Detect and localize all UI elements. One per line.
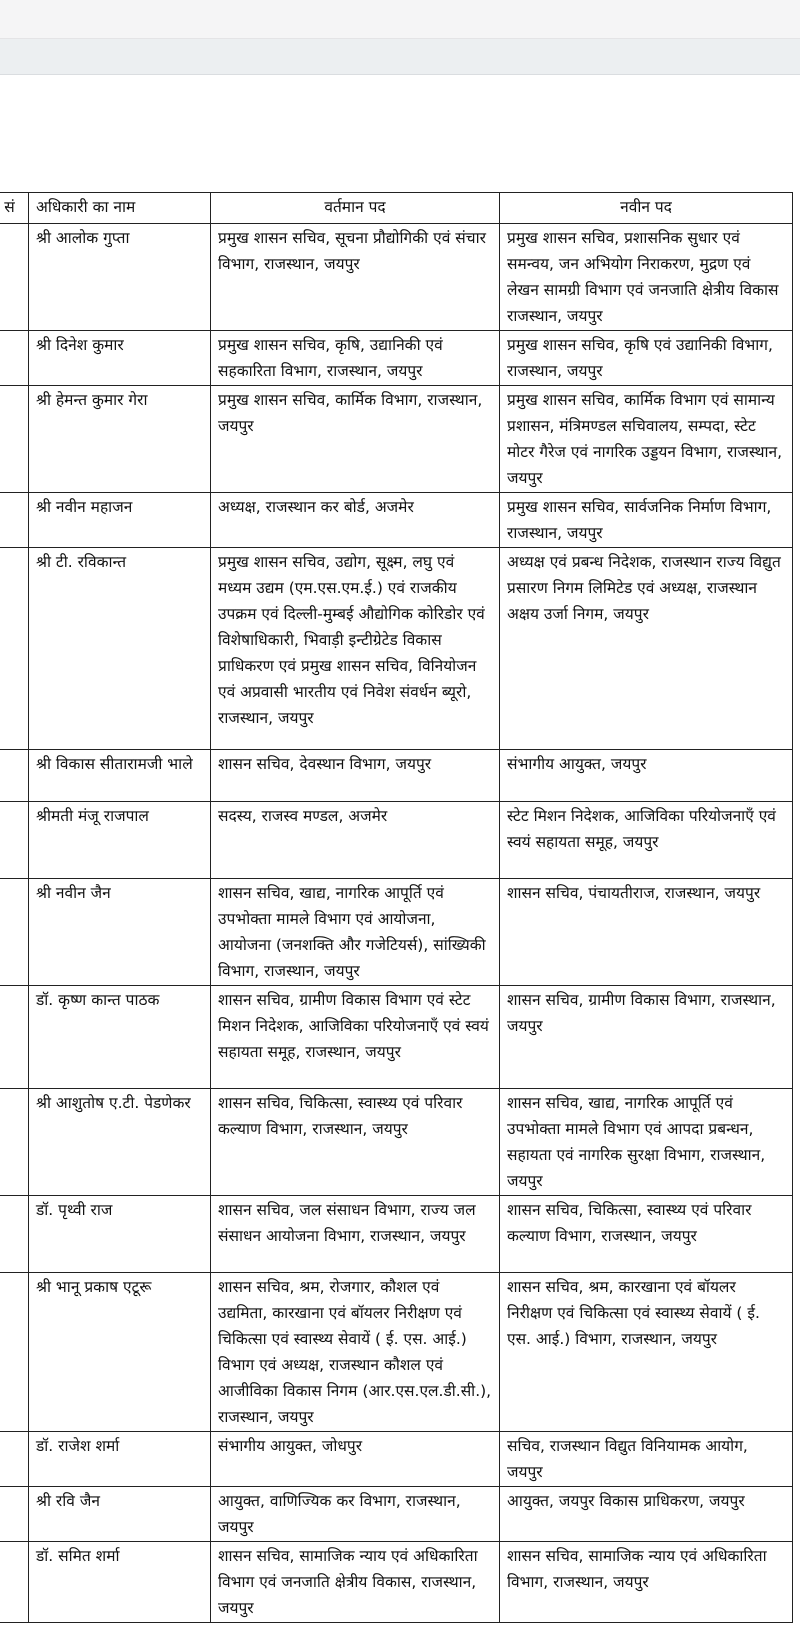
cell-serial-number bbox=[0, 879, 29, 986]
cell-serial-number bbox=[0, 386, 29, 493]
cell-new-post: संभागीय आयुक्त, जयपुर bbox=[500, 750, 793, 802]
cell-new-post: प्रमुख शासन सचिव, प्रशासनिक सुधार एवं समन्वय, जन अभियोग निराकरण, मुद्रण एवं लेखन सामग्री विभाग एवं जनजाति क्षेत्रीय विकास राजस्थान, जयपुर bbox=[500, 224, 793, 331]
header-officer-name: अधिकारी का नाम bbox=[29, 193, 211, 224]
header-serial-number: सं bbox=[0, 193, 29, 224]
table-row bbox=[0, 879, 793, 986]
cell-officer-name: श्रीमती मंजू राजपाल bbox=[29, 802, 211, 879]
cell-new-post: शासन सचिव, ग्रामीण विकास विभाग, राजस्थान, जयपुर bbox=[500, 986, 793, 1089]
cell-new-post: सचिव, राजस्थान विद्युत विनियामक आयोग, जयपुर bbox=[500, 1432, 793, 1487]
cell-officer-name: श्री रवि जैन bbox=[29, 1487, 211, 1542]
cell-current-post: आयुक्त, वाणिज्यिक कर विभाग, राजस्थान, जयपुर bbox=[211, 1487, 500, 1542]
cell-current-post: शासन सचिव, श्रम, रोजगार, कौशल एवं उद्यमिता, कारखाना एवं बॉयलर निरीक्षण एवं चिकित्सा एवं स्वास्थ्य सेवायें ( ई. एस. आई.) विभाग एवं अध्यक्ष, राजस्थान कौशल एवं आजीविका विकास निगम (आर.एस.एल.डी.सी.), राजस्थान, जयपुर bbox=[211, 1273, 500, 1432]
browser-address-bar[interactable] bbox=[0, 39, 800, 75]
cell-serial-number bbox=[0, 224, 29, 331]
cell-serial-number bbox=[0, 802, 29, 879]
header-new-post: नवीन पद bbox=[500, 193, 793, 224]
cell-officer-name: डॉ. पृथ्वी राज bbox=[29, 1196, 211, 1273]
cell-officer-name: श्री आलोक गुप्ता bbox=[29, 224, 211, 331]
cell-new-post: प्रमुख शासन सचिव, सार्वजनिक निर्माण विभाग, राजस्थान, जयपुर bbox=[500, 493, 793, 548]
cell-new-post: प्रमुख शासन सचिव, कृषि एवं उद्यानिकी विभाग, राजस्थान, जयपुर bbox=[500, 331, 793, 386]
cell-new-post: शासन सचिव, चिकित्सा, स्वास्थ्य एवं परिवार कल्याण विभाग, राजस्थान, जयपुर bbox=[500, 1196, 793, 1273]
cell-current-post: शासन सचिव, ग्रामीण विकास विभाग एवं स्टेट मिशन निदेशक, आजिविका परियोजनाएँ एवं स्वयं सहायता समूह, राजस्थान, जयपुर bbox=[211, 986, 500, 1089]
cell-officer-name: डॉ. कृष्ण कान्त पाठक bbox=[29, 986, 211, 1089]
transfer-order-table bbox=[0, 192, 793, 1623]
cell-new-post: शासन सचिव, खाद्य, नागरिक आपूर्ति एवं उपभोक्ता मामले विभाग एवं आपदा प्रबन्धन, सहायता एवं नागरिक सुरक्षा विभाग, राजस्थान, जयपुर bbox=[500, 1089, 793, 1196]
cell-current-post: शासन सचिव, जल संसाधन विभाग, राज्य जल संसाधन आयोजना विभाग, राजस्थान, जयपुर bbox=[211, 1196, 500, 1273]
cell-serial-number bbox=[0, 493, 29, 548]
table-row bbox=[0, 1542, 793, 1623]
table-row bbox=[0, 802, 793, 879]
cell-current-post: संभागीय आयुक्त, जोधपुर bbox=[211, 1432, 500, 1487]
cell-new-post: शासन सचिव, श्रम, कारखाना एवं बॉयलर निरीक्षण एवं चिकित्सा एवं स्वास्थ्य सेवायें ( ई. एस. आई.) विभाग, राजस्थान, जयपुर bbox=[500, 1273, 793, 1432]
browser-top-bar bbox=[0, 0, 800, 39]
cell-officer-name: डॉ. समित शर्मा bbox=[29, 1542, 211, 1623]
cell-officer-name: श्री आशुतोष ए.टी. पेडणेकर bbox=[29, 1089, 211, 1196]
cell-current-post: शासन सचिव, चिकित्सा, स्वास्थ्य एवं परिवार कल्याण विभाग, राजस्थान, जयपुर bbox=[211, 1089, 500, 1196]
cell-officer-name: श्री हेमन्त कुमार गेरा bbox=[29, 386, 211, 493]
table-row bbox=[0, 1196, 793, 1273]
table-header-row bbox=[0, 193, 793, 224]
cell-serial-number bbox=[0, 750, 29, 802]
cell-new-post: स्टेट मिशन निदेशक, आजिविका परियोजनाएँ एवं स्वयं सहायता समूह, जयपुर bbox=[500, 802, 793, 879]
cell-serial-number bbox=[0, 1089, 29, 1196]
cell-current-post: अध्यक्ष, राजस्थान कर बोर्ड, अजमेर bbox=[211, 493, 500, 548]
cell-current-post: शासन सचिव, खाद्य, नागरिक आपूर्ति एवं उपभोक्ता मामले विभाग एवं आयोजना, आयोजना (जनशक्ति और गजेटियर्स), सांख्यिकी विभाग, राजस्थान, जयपुर bbox=[211, 879, 500, 986]
cell-officer-name: श्री नवीन महाजन bbox=[29, 493, 211, 548]
cell-current-post: शासन सचिव, देवस्थान विभाग, जयपुर bbox=[211, 750, 500, 802]
cell-new-post: प्रमुख शासन सचिव, कार्मिक विभाग एवं सामान्य प्रशासन, मंत्रिमण्डल सचिवालय, सम्पदा, स्टेट मोटर गैरेज एवं नागरिक उड्डयन विभाग, राजस्थान, जयपुर bbox=[500, 386, 793, 493]
cell-serial-number bbox=[0, 548, 29, 750]
cell-current-post: शासन सचिव, सामाजिक न्याय एवं अधिकारिता विभाग एवं जनजाति क्षेत्रीय विकास, राजस्थान, जयपुर bbox=[211, 1542, 500, 1623]
table-row bbox=[0, 548, 793, 750]
cell-serial-number bbox=[0, 1542, 29, 1623]
cell-new-post: आयुक्त, जयपुर विकास प्राधिकरण, जयपुर bbox=[500, 1487, 793, 1542]
cell-serial-number bbox=[0, 1196, 29, 1273]
table-row bbox=[0, 1273, 793, 1432]
cell-new-post: शासन सचिव, पंचायतीराज, राजस्थान, जयपुर bbox=[500, 879, 793, 986]
header-current-post: वर्तमान पद bbox=[211, 193, 500, 224]
cell-officer-name: श्री विकास सीतारामजी भाले bbox=[29, 750, 211, 802]
cell-officer-name: श्री टी. रविकान्त bbox=[29, 548, 211, 750]
cell-serial-number bbox=[0, 986, 29, 1089]
table-row bbox=[0, 331, 793, 386]
table-row bbox=[0, 750, 793, 802]
cell-serial-number bbox=[0, 1487, 29, 1542]
table-row bbox=[0, 1432, 793, 1487]
table-row bbox=[0, 224, 793, 331]
table-row bbox=[0, 386, 793, 493]
cell-current-post: प्रमुख शासन सचिव, कृषि, उद्यानिकी एवं सहकारिता विभाग, राजस्थान, जयपुर bbox=[211, 331, 500, 386]
cell-new-post: अध्यक्ष एवं प्रबन्ध निदेशक, राजस्थान राज्य विद्युत प्रसारण निगम लिमिटेड एवं अध्यक्ष, राजस्थान अक्षय उर्जा निगम, जयपुर bbox=[500, 548, 793, 750]
cell-serial-number bbox=[0, 1432, 29, 1487]
table-row bbox=[0, 986, 793, 1089]
cell-new-post: शासन सचिव, सामाजिक न्याय एवं अधिकारिता विभाग, राजस्थान, जयपुर bbox=[500, 1542, 793, 1623]
cell-officer-name: श्री भानू प्रकाष एटूरू bbox=[29, 1273, 211, 1432]
cell-current-post: प्रमुख शासन सचिव, कार्मिक विभाग, राजस्थान, जयपुर bbox=[211, 386, 500, 493]
cell-current-post: प्रमुख शासन सचिव, उद्योग, सूक्ष्म, लघु एवं मध्यम उद्यम (एम.एस.एम.ई.) एवं राजकीय उपक्रम एवं दिल्ली-मुम्बई औद्योगिक कोरिडोर एवं विशेषाधिकारी, भिवाड़ी इन्टीग्रेटेड विकास प्राधिकरण एवं प्रमुख शासन सचिव, विनियोजन एवं अप्रवासी भारतीय एवं निवेश संवर्धन ब्यूरो, राजस्थान, जयपुर bbox=[211, 548, 500, 750]
cell-serial-number bbox=[0, 331, 29, 386]
cell-officer-name: डॉ. राजेश शर्मा bbox=[29, 1432, 211, 1487]
cell-officer-name: श्री नवीन जैन bbox=[29, 879, 211, 986]
table-row bbox=[0, 1487, 793, 1542]
cell-serial-number bbox=[0, 1273, 29, 1432]
table-row bbox=[0, 493, 793, 548]
table-row bbox=[0, 1089, 793, 1196]
cell-current-post: सदस्य, राजस्व मण्डल, अजमेर bbox=[211, 802, 500, 879]
cell-officer-name: श्री दिनेश कुमार bbox=[29, 331, 211, 386]
cell-current-post: प्रमुख शासन सचिव, सूचना प्रौद्योगिकी एवं संचार विभाग, राजस्थान, जयपुर bbox=[211, 224, 500, 331]
